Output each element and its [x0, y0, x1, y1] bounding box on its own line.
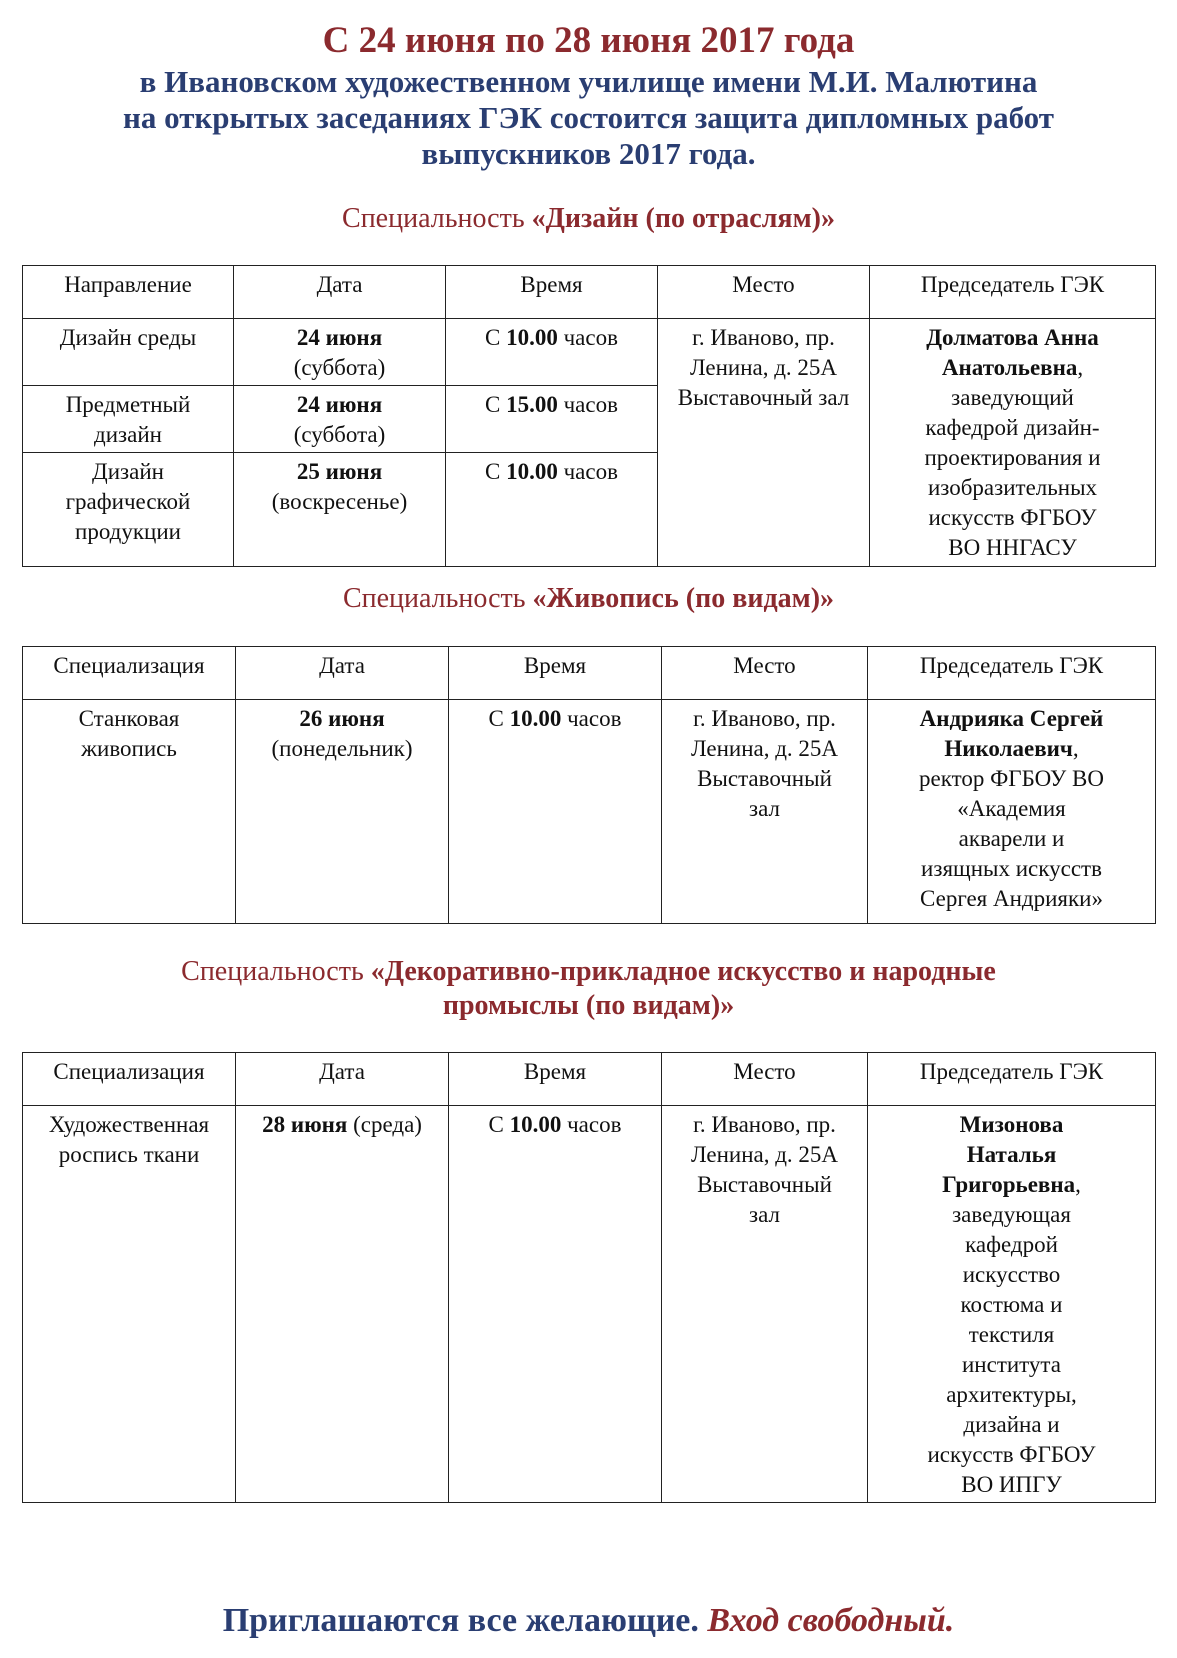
col-header-date: Дата: [234, 266, 446, 319]
col-header-chair: Председатель ГЭК: [868, 647, 1156, 700]
table-header-row: [23, 266, 1156, 319]
table-header-row: [23, 647, 1156, 700]
decor-specialty-heading: [0, 955, 1177, 1023]
chair-cell: Андрияка Сергей Николаевич, ректор ФГБОУ ВО «Академия акварели и изящных искусств Сергея Андрияки»: [868, 700, 1156, 924]
direction-cell: Дизайн среды: [23, 319, 234, 386]
chair-cell: Мизонова Наталья Григорьевна, заведующая кафедрой искусство костюма и текстиля института архитектуры, дизайна и искусств ФГБОУ ВО ИПГУ: [868, 1106, 1156, 1503]
direction-cell: Предметный дизайн: [23, 386, 234, 453]
col-header-specialization: Специализация: [23, 647, 236, 700]
col-header-specialization: Специализация: [23, 1053, 236, 1106]
spec-prefix: Специальность: [342, 203, 532, 234]
table-row: [23, 319, 1156, 386]
page-heading: [0, 18, 1177, 172]
col-header-time: Время: [446, 266, 658, 319]
spec-name: «Живопись (по видам)»: [532, 583, 835, 614]
col-header-time: Время: [449, 647, 662, 700]
page-title: С 24 июня по 28 июня 2017 года: [322, 20, 855, 61]
spec-name: «Дизайн (по отраслям)»: [531, 203, 835, 234]
direction-cell: Дизайн графической продукции: [23, 453, 234, 567]
table-row: [23, 700, 1156, 924]
spec-name-line-2: промыслы (по видам)»: [442, 990, 735, 1021]
spec-prefix: Специальность: [342, 583, 533, 614]
col-header-time: Время: [449, 1053, 662, 1106]
date-cell: 28 июня (среда): [236, 1106, 449, 1503]
invite-text: Приглашаются все желающие.: [222, 1602, 699, 1639]
col-header-chair: Председатель ГЭК: [870, 266, 1156, 319]
spec-prefix: Специальность: [181, 956, 371, 987]
col-header-place: Место: [658, 266, 870, 319]
place-cell: г. Иваново, пр. Ленина, д. 25А Выставочный зал: [658, 319, 870, 567]
col-header-chair: Председатель ГЭК: [868, 1053, 1156, 1106]
col-header-date: Дата: [236, 647, 449, 700]
table-row: [23, 1106, 1156, 1503]
decor-schedule-table: [22, 1052, 1156, 1503]
date-cell: 24 июня (суббота): [234, 319, 446, 386]
col-header-date: Дата: [236, 1053, 449, 1106]
subtitle-line-3: выпускников 2017 года.: [421, 136, 756, 171]
subtitle-line-2: на открытых заседаниях ГЭК состоится защита дипломных работ: [123, 100, 1054, 135]
painting-schedule-table: [22, 646, 1156, 924]
time-cell: С 10.00 часов: [446, 319, 658, 386]
time-cell: С 15.00 часов: [446, 386, 658, 453]
specialization-cell: Станковая живопись: [23, 700, 236, 924]
col-header-direction: Направление: [23, 266, 234, 319]
col-header-place: Место: [662, 1053, 868, 1106]
col-header-place: Место: [662, 647, 868, 700]
time-cell: С 10.00 часов: [446, 453, 658, 567]
date-cell: 26 июня (понедельник): [236, 700, 449, 924]
specialization-cell: Художественная роспись ткани: [23, 1106, 236, 1503]
time-cell: С 10.00 часов: [449, 1106, 662, 1503]
free-entry-text: Вход свободный.: [707, 1602, 955, 1639]
date-cell: 25 июня (воскресенье): [234, 453, 446, 567]
design-specialty-heading: [0, 202, 1177, 236]
chair-cell: Долматова Анна Анатольевна, заведующий кафедрой дизайн- проектирования и изобразительных искусств ФГБОУ ВО ННГАСУ: [870, 319, 1156, 567]
place-cell: г. Иваново, пр. Ленина, д. 25А Выставочный зал: [662, 1106, 868, 1503]
design-schedule-table: [22, 265, 1156, 567]
footer-invitation: [0, 1600, 1177, 1642]
painting-specialty-heading: [0, 582, 1177, 616]
subtitle-line-1: в Ивановском художественном училище имени М.И. Малютина: [139, 64, 1038, 99]
date-cell: 24 июня (суббота): [234, 386, 446, 453]
table-header-row: [23, 1053, 1156, 1106]
place-cell: г. Иваново, пр. Ленина, д. 25А Выставочный зал: [662, 700, 868, 924]
time-cell: С 10.00 часов: [449, 700, 662, 924]
spec-name-line-1: «Декоративно-прикладное искусство и народные: [370, 956, 996, 987]
